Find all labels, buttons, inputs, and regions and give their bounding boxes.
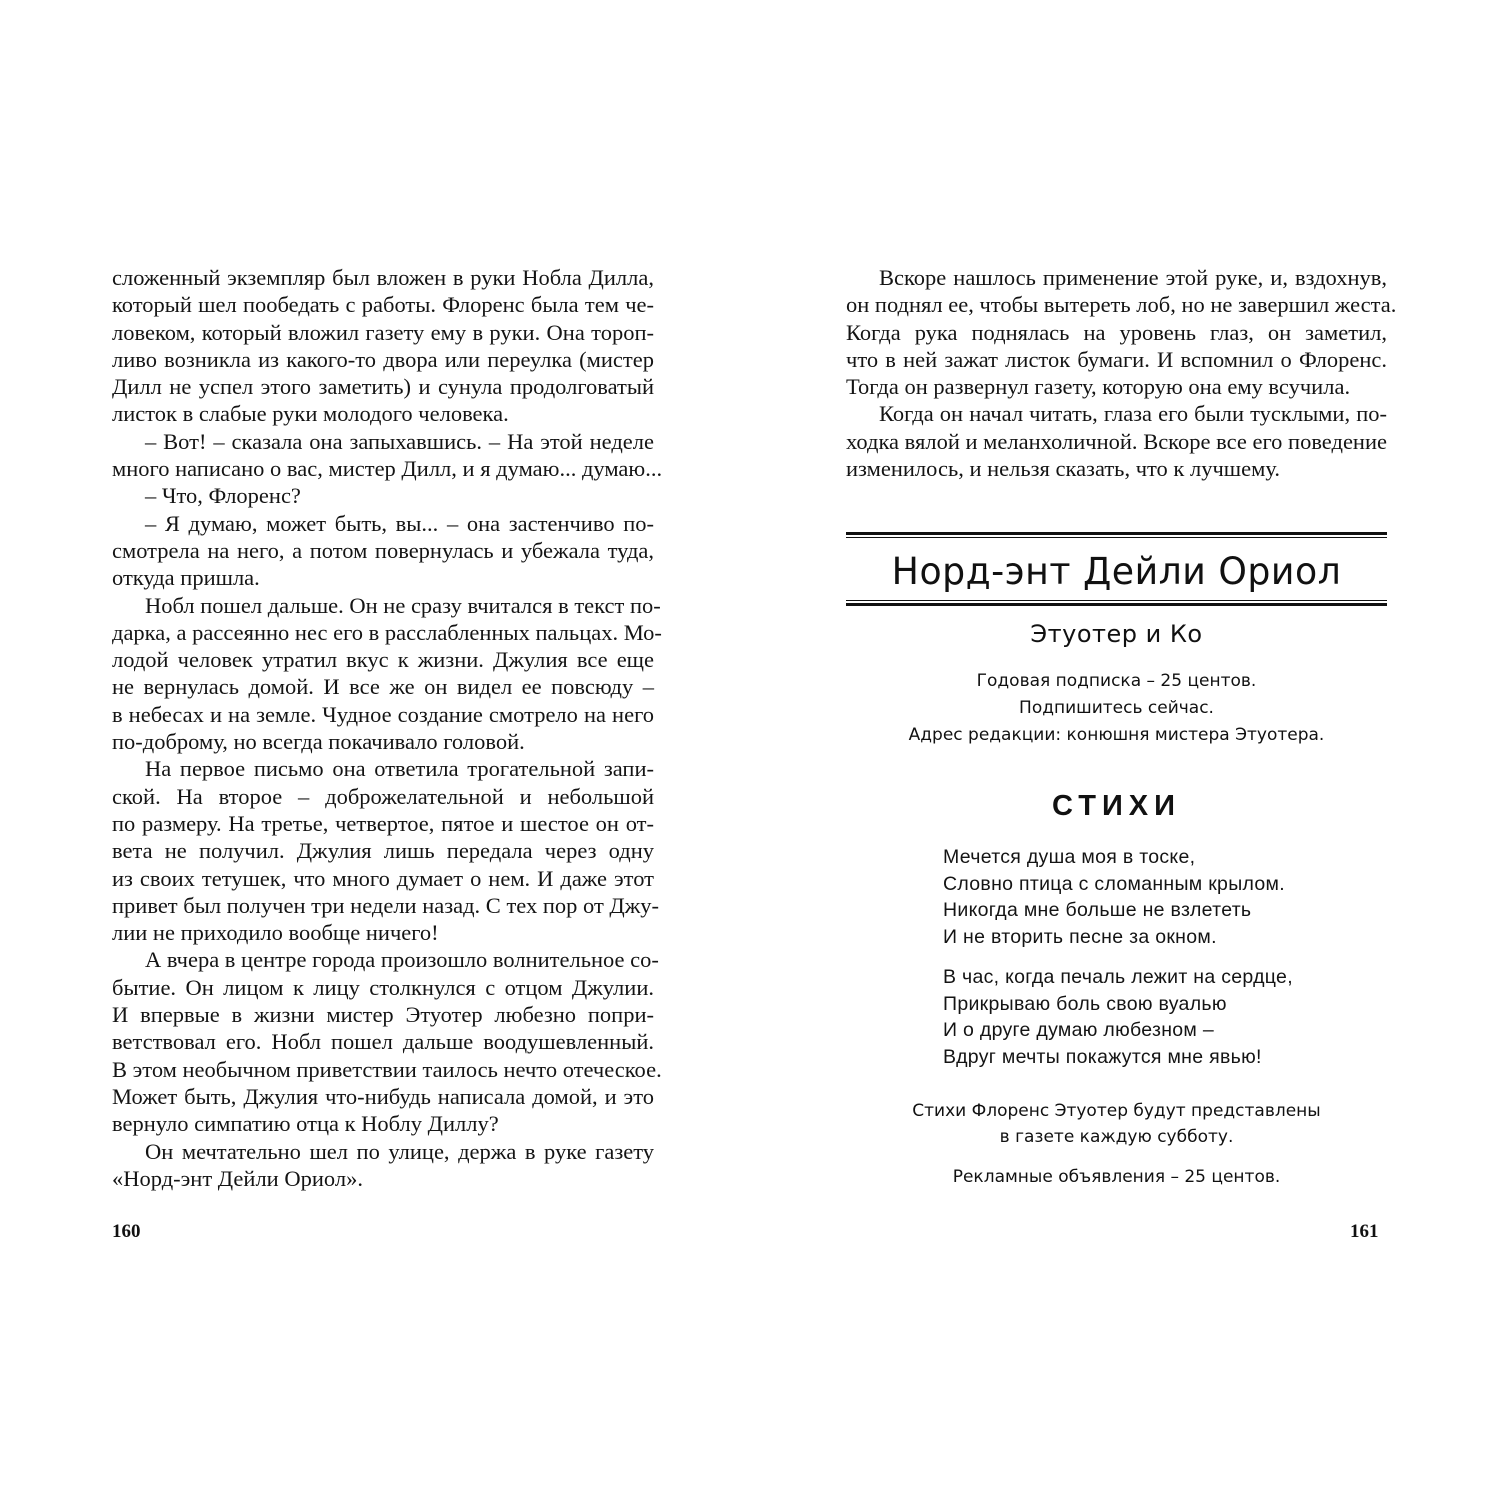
text-line: «Норд-энт Дейли Ориол». (112, 1165, 363, 1191)
text-line: – Я думаю, может быть, вы... – она застенчиво по- (145, 510, 654, 536)
masthead-top-rule (846, 530, 1387, 539)
text-line: лодой человек утратил вкус к жизни. Джулия все еще (112, 647, 654, 673)
text-line: изменилось, и нельзя сказать, что к лучшему. (846, 456, 1280, 482)
text-line: он поднял ее, чтобы вытереть лоб, но не завершил жеста. (846, 292, 1397, 318)
text-line: лии не приходило вообще ничего! (112, 920, 439, 946)
text-line: вета не получил. Джулия лишь передала через одну (112, 838, 654, 864)
poem-line: Мечется душа моя в тоске, (943, 846, 1196, 868)
text-line: Когда он начал читать, глаза его были тусклыми, по- (879, 401, 1387, 427)
text-line: ходка вялой и меланхоличной. Вскоре все его поведение (846, 428, 1387, 454)
text-line: по-доброму, но всегда покачивало головой. (112, 729, 525, 755)
text-line: что в ней зажат листок бумаги. И вспомнил о Флоренс. (846, 346, 1387, 372)
text-line: – Вот! – сказала она запыхавшись. – На этой неделе (145, 428, 654, 454)
subscribe-now: Подпишитесь сейчас. (1019, 698, 1214, 718)
poem-stanza-1 (943, 844, 1383, 950)
text-line: смотрела на него, а потом повернулась и убежала туда, (112, 537, 654, 563)
text-line: откуда пришла. (112, 565, 260, 591)
page-number-right: 161 (1350, 1221, 1379, 1242)
newspaper-publisher: Этуотер и Ко (1030, 620, 1203, 648)
poem-stanza-2 (943, 964, 1383, 1070)
text-line: вернуло симпатию отца к Ноблу Диллу? (112, 1111, 499, 1137)
text-line: не вернулась домой. И все же он видел ее повсюду – (112, 674, 654, 700)
poem-line: Словно птица с сломанным крылом. (943, 872, 1285, 895)
text-line: Тогда он развернул газету, которую она ему всучила. (846, 374, 1351, 400)
subscription-info (846, 668, 1387, 749)
text-line: бытие. Он лицом к лицу столкнулся с отцом Джулии. (112, 974, 654, 1000)
newspaper-masthead (846, 530, 1387, 609)
text-line: много написано о вас, мистер Дилл, и я думаю... думаю... (112, 456, 663, 482)
right-page (750, 0, 1500, 1500)
text-line: сложенный экземпляр был вложен в руки Нобла Дилла, (112, 265, 654, 290)
text-line: ской. На второе – доброжелательной и небольшой (112, 783, 654, 809)
text-line: листок в слабые руки молодого человека. (112, 401, 509, 427)
text-line: который шел пообедать с работы. Флоренс была тем че- (112, 292, 654, 318)
poem-line: В час, когда печаль лежит на сердце, (943, 966, 1293, 988)
text-line: дарка, а рассеянно нес его в расслабленных пальцах. Мо- (112, 619, 662, 645)
text-line: Дилл не успел этого заметить) и сунула продолговатый (112, 374, 654, 400)
poem-line: И о друге думаю любезном – (943, 1019, 1214, 1041)
text-line: В этом необычном приветствии таилось нечто отеческое. (112, 1056, 662, 1082)
poem-line: И не вторить песне за окном. (943, 925, 1217, 948)
text-line: Он мечтательно шел по улице, держа в руке газету (145, 1138, 654, 1164)
footer-note-line: Стихи Флоренс Этуотер будут представлены (912, 1101, 1321, 1121)
text-line: в небесах и на земле. Чудное создание смотрело на него (112, 701, 654, 727)
text-line: И впервые в жизни мистер Этуотер любезно попри- (112, 1002, 654, 1028)
text-line: Вскоре нашлось применение этой руке, и, вздохнув, (879, 265, 1387, 290)
poem-line: Прикрываю боль свою вуалью (943, 992, 1227, 1015)
text-line: А вчера в центре города произошло волнительное со- (145, 947, 659, 973)
newspaper-title: Норд-энт Дейли Ориол (891, 550, 1342, 593)
left-page-body-text (112, 264, 663, 1192)
editorial-address: Адрес редакции: конюшня мистера Этуотера. (908, 725, 1325, 745)
subscription-price: Годовая подписка – 25 центов. (976, 671, 1257, 691)
page-number-left: 160 (112, 1221, 141, 1242)
poem-line: Вдруг мечты покажутся мне явью! (943, 1045, 1262, 1068)
masthead-bottom-rule (846, 600, 1387, 609)
text-line: из своих тетушек, что много думает о нем. И даже этот (112, 865, 654, 891)
ads-price-note: Рекламные объявления – 25 центов. (952, 1167, 1281, 1187)
poem-line: Никогда мне больше не взлететь (943, 899, 1252, 921)
text-line: Когда рука поднялась на уровень глаз, он заметил, (846, 319, 1387, 345)
text-line: – Что, Флоренс? (145, 483, 301, 509)
text-line: ливо возникла из какого-то двора или переулка (мистер (112, 346, 654, 372)
text-line: Может быть, Джулия что-нибудь написала домой, и это (112, 1083, 654, 1109)
text-line: по размеру. На третье, четвертое, пятое и шестое он от- (112, 810, 654, 836)
text-line: привет был получен три недели назад. С тех пор от Джу- (112, 892, 660, 918)
text-line: Нобл пошел дальше. Он не сразу вчитался в текст по- (145, 592, 661, 618)
poems-schedule-note (846, 1098, 1387, 1150)
right-page-body-text (846, 264, 1397, 482)
poems-heading: СТИХИ (1052, 790, 1181, 822)
footer-note-line: в газете каждую субботу. (999, 1127, 1234, 1147)
text-line: ловеком, который вложил газету ему в руки. Она тороп- (112, 319, 654, 345)
text-line: На первое письмо она ответила трогательной запи- (145, 756, 654, 782)
text-line: ветствовал его. Нобл пошел дальше воодушевленный. (112, 1029, 654, 1055)
